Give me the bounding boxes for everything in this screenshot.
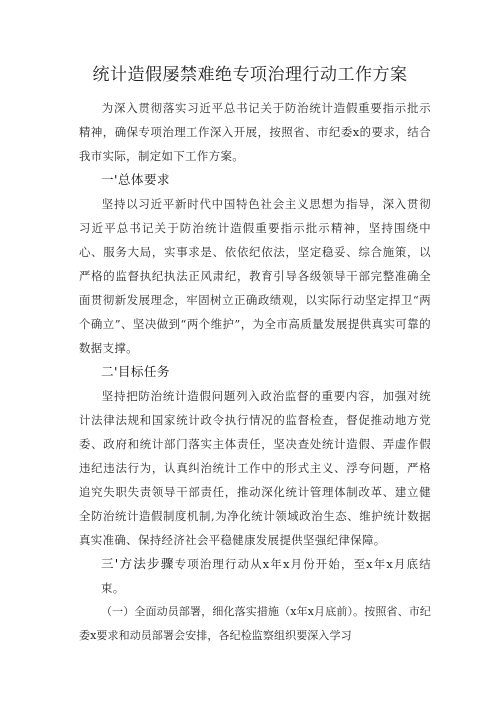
section-heading-2: 二'目标任务 [101, 364, 170, 379]
section-body-3: （一）全面动员部署，细化落实措施（x年x月底前）。按照省、市纪委x要求和动员部署会安排，各纪检监察组织要深入学习 [79, 605, 431, 642]
section-heading-1: 一'总体要求 [101, 172, 170, 187]
section-heading-3-line [79, 552, 431, 600]
section-body-2: 坚持把防治统计造假问题列入政治监督的重要内容，加强对统计法律法规和国家统计政令执行情况的监督检查，督促推动地方党委、政府和统计部门落实主体责任，坚决查处统计造假、弄虚作假违纪违法行为，认真纠治统计工作中的形式主义、浮夸问题，严格追究失职失责领导干部责任，推动深化统计管理体制改革、建立健全防治统计造假制度机制,为净化统计领域政治生态、维护统计数据真实准确、保持经济社会平稳健康发展提供坚强纪律保障。 [79, 389, 431, 547]
document-title: 统计造假屡禁难绝专项治理行动工作方案 [92, 65, 408, 85]
section-body-1: 坚持以习近平新时代中国特色社会主义思想为指导，深入贯彻习近平总书记关于防治统计造假重要指示批示精神，坚持围绕中心、服务大局，实事求是、依依纪依法，坚定稳妥、综合施策，以严格的监督执纪执法正风肃纪，教育引导各级领导干部完整准确全面贯彻新发展理念，牢固树立正确政绩观，以实际行动坚定捍卫“两个确立”、坚决做到“两个维护”，为全市高质量发展提供真实可靠的数据支撑。 [79, 197, 431, 355]
document-body [79, 96, 431, 648]
intro-paragraph: 为深入贯彻落实习近平总书记关于防治统计造假重要指示批示精神，确保专项治理工作深入开展，按照省、市纪委x的要求，结合我市实际，制定如下工作方案。 [79, 101, 431, 163]
section-heading-3-tail: 专项治理行动从x年x月份开始，至x年x月底结束。 [101, 557, 431, 595]
section-heading-3: 三'方法步骤 [101, 556, 175, 571]
